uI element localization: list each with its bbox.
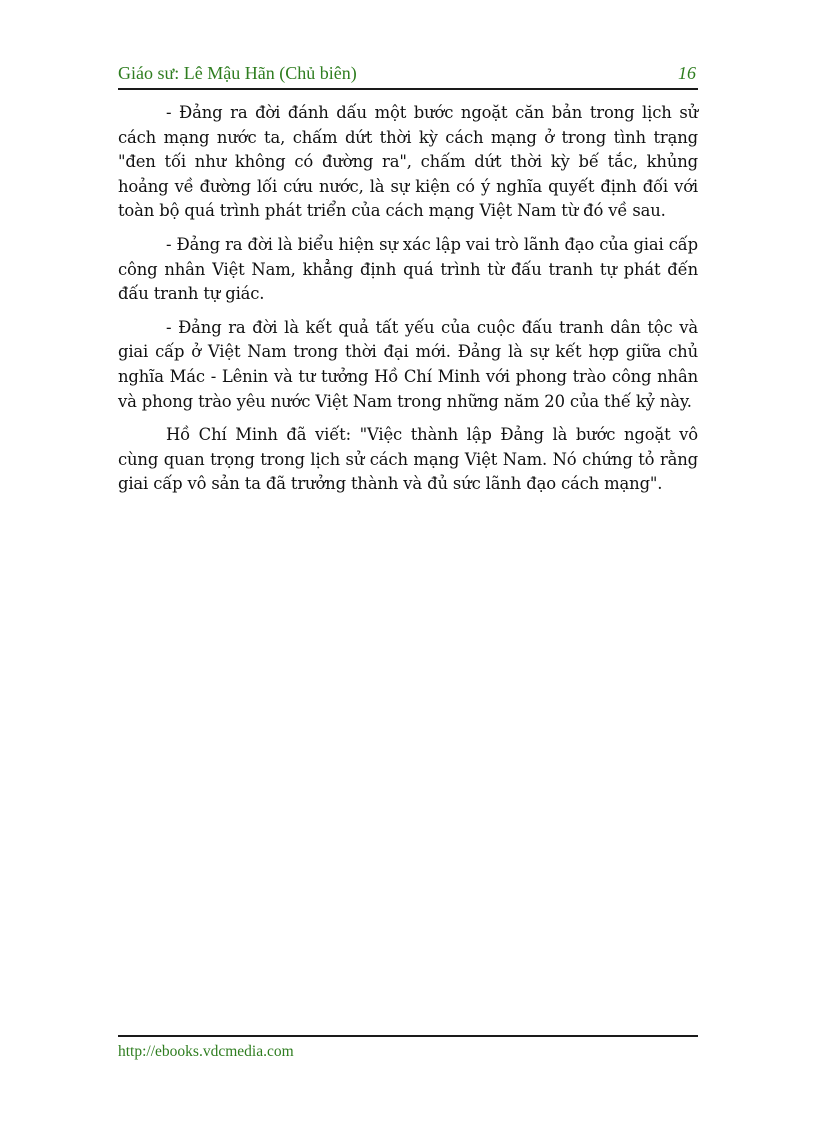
page-header [118, 62, 698, 90]
paragraph: - Đảng ra đời là kết quả tất yếu của cuộc đấu tranh dân tộc và giai cấp ở Việt Nam trong thời đại mới. Đảng là sự kết hợp giữa chủ nghĩa Mác - Lênin và tư tưởng Hồ Chí Minh với phong trào công nhân và phong trào yêu nước Việt Nam trong những năm 20 của thế kỷ này. [118, 317, 698, 411]
paragraph: Hồ Chí Minh đã viết: "Việc thành lập Đảng là bước ngoặt vô cùng quan trọng trong lịch sử cách mạng Việt Nam. Nó chứng tỏ rằng giai cấp vô sản ta đã trưởng thành và đủ sức lãnh đạo cách mạng". [118, 425, 698, 494]
footer-link[interactable]: http://ebooks.vdcmedia.com [118, 1043, 294, 1060]
header-title: Giáo sư: Lê Mậu Hãn (Chủ biên) [118, 63, 357, 83]
paragraph: - Đảng ra đời đánh dấu một bước ngoặt căn bản trong lịch sử cách mạng nước ta, chấm dứt thời kỳ cách mạng ở trong tình trạng "đen tối như không có đường ra", chấm dứt thời kỳ bế tắc, khủng hoảng về đường lối cứu nước, là sự kiện có ý nghĩa quyết định đối với toàn bộ quá trình phát triển của cách mạng Việt Nam từ đó về sau. [118, 103, 698, 221]
page-body [118, 101, 698, 506]
page-number: 16 [678, 63, 696, 83]
footer-divider [118, 1035, 698, 1037]
paragraph: - Đảng ra đời là biểu hiện sự xác lập vai trò lãnh đạo của giai cấp công nhân Việt Nam, khẳng định quá trình từ đấu tranh tự phát đến đấu tranh tự giác. [118, 234, 698, 304]
